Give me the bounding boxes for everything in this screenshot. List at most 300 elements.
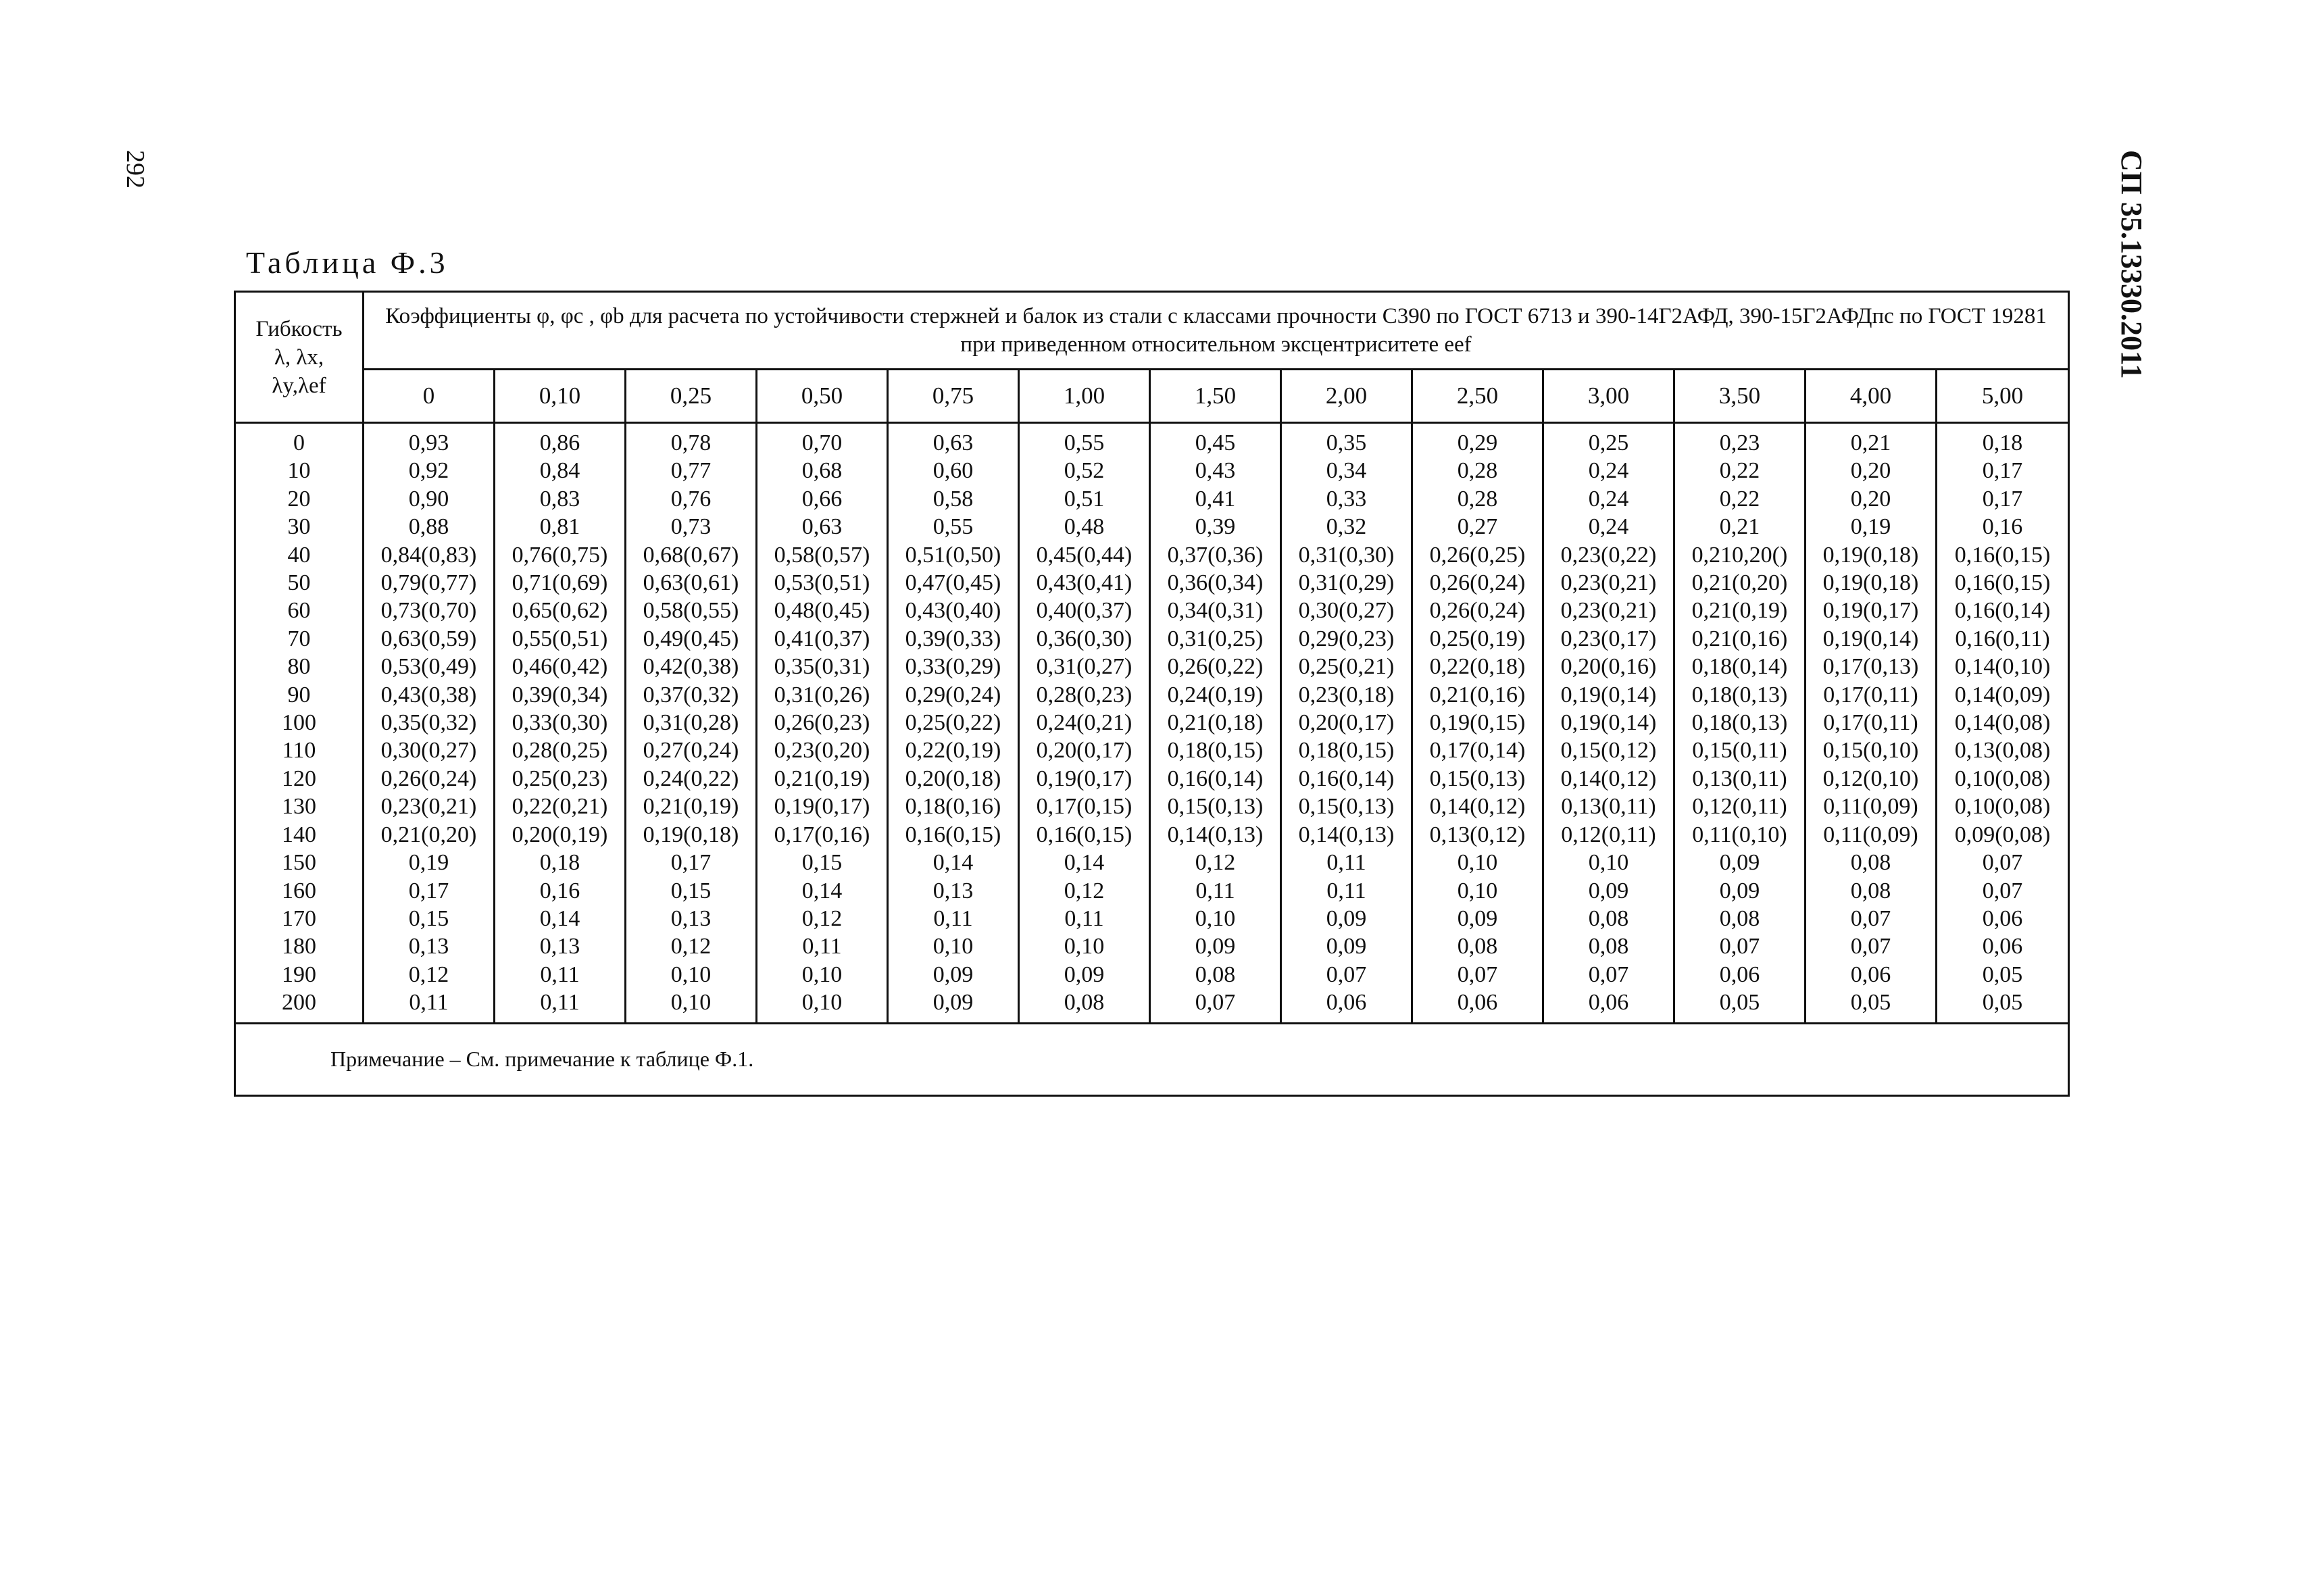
coefficient-value: 0,15 xyxy=(670,878,712,903)
coefficient-value: 0,31(0,30) xyxy=(1298,542,1395,568)
eccentricity-header: 4,00 xyxy=(1806,370,1937,423)
coefficient-value: 0,33(0,30) xyxy=(512,710,608,736)
coefficient-value: 0,60 xyxy=(932,458,974,484)
table-note xyxy=(235,1023,2069,1095)
coefficient-value: 0,18(0,13) xyxy=(1691,710,1788,736)
slenderness-value: 20 xyxy=(287,486,311,512)
coefficient-column xyxy=(495,423,626,1024)
coefficient-value: 0,68(0,67) xyxy=(643,542,739,568)
coefficient-value: 0,10 xyxy=(1457,878,1498,903)
coefficient-value: 0,15(0,11) xyxy=(1692,738,1787,764)
coefficient-column xyxy=(888,423,1019,1024)
coefficient-value: 0,36(0,34) xyxy=(1167,570,1264,596)
eccentricity-header: 0 xyxy=(364,370,495,423)
coefficient-value: 0,11(0,10) xyxy=(1692,822,1787,847)
coefficient-value: 0,43 xyxy=(1195,458,1236,484)
coefficient-value: 0,23 xyxy=(1719,430,1760,455)
coefficient-value: 0,34 xyxy=(1326,458,1367,484)
coefficient-value: 0,06 xyxy=(1719,962,1760,987)
coefficient-value: 0,36(0,30) xyxy=(1036,626,1132,651)
coefficient-value: 0,35(0,32) xyxy=(380,710,477,736)
coefficient-value: 0,08 xyxy=(1588,934,1629,959)
coefficient-value: 0,07 xyxy=(1457,962,1498,987)
coefficient-value: 0,26(0,24) xyxy=(1429,570,1526,596)
coefficient-value: 0,22 xyxy=(1719,486,1760,512)
coefficient-value: 0,23(0,20) xyxy=(774,738,870,764)
coefficient-value: 0,25(0,19) xyxy=(1429,626,1526,651)
coefficient-value: 0,13(0,11) xyxy=(1692,766,1787,791)
coefficient-value: 0,21(0,16) xyxy=(1429,682,1526,707)
coefficient-value: 0,31(0,27) xyxy=(1036,654,1132,680)
coefficient-value: 0,19(0,17) xyxy=(774,794,870,820)
coefficient-value: 0,17 xyxy=(670,850,712,876)
coefficient-value: 0,08 xyxy=(1064,990,1105,1016)
coefficient-value: 0,35 xyxy=(1326,430,1367,455)
coefficient-value: 0,10 xyxy=(932,934,974,959)
coefficient-value: 0,12 xyxy=(1064,878,1105,903)
coefficient-value: 0,28(0,25) xyxy=(512,738,608,764)
coefficient-value: 0,22(0,18) xyxy=(1429,654,1526,680)
coefficient-value: 0,13 xyxy=(932,878,974,903)
coefficient-value: 0,53(0,51) xyxy=(774,570,870,596)
coefficient-value: 0,06 xyxy=(1850,962,1891,987)
coefficient-value: 0,21(0,16) xyxy=(1691,626,1788,651)
coefficient-value: 0,26(0,23) xyxy=(774,710,870,736)
coefficient-value: 0,17(0,11) xyxy=(1823,682,1918,707)
coefficient-value: 0,05 xyxy=(1982,962,2023,987)
coefficient-value: 0,15(0,10) xyxy=(1822,738,1919,764)
coefficient-value: 0,81 xyxy=(539,514,580,540)
coefficient-value: 0,14 xyxy=(801,878,843,903)
coefficient-value: 0,09 xyxy=(1064,962,1105,987)
eccentricity-header: 0,25 xyxy=(626,370,757,423)
coefficient-value: 0,09 xyxy=(1326,905,1367,931)
coefficient-value: 0,13(0,12) xyxy=(1429,822,1526,847)
slenderness-header xyxy=(235,292,364,423)
coefficient-value: 0,07 xyxy=(1982,850,2023,876)
coefficient-column xyxy=(1150,423,1281,1024)
coefficient-value: 0,39 xyxy=(1195,514,1236,540)
coefficient-value: 0,27(0,24) xyxy=(643,738,739,764)
slenderness-value: 180 xyxy=(282,934,316,959)
coefficient-value: 0,20 xyxy=(1850,486,1891,512)
coefficient-value: 0,18(0,15) xyxy=(1298,738,1395,764)
coefficient-value: 0,84(0,83) xyxy=(380,542,477,568)
coefficient-value: 0,17(0,13) xyxy=(1822,654,1919,680)
coefficient-value: 0,66 xyxy=(801,486,843,512)
coefficient-value: 0,20(0,18) xyxy=(905,766,1001,791)
coefficient-value: 0,10 xyxy=(670,962,712,987)
coefficients-caption-text: Коэффициенты φ, φc , φb для расчета по устойчивости стержней и балок из стали с классами прочности С390 по ГОСТ 6713 и 390-14Г2АФД, 390-15Г2АФДпс по ГОСТ 19281 при приведенном относительном эксцентриситете eef xyxy=(385,304,2047,357)
coefficient-value: 0,24(0,21) xyxy=(1036,710,1132,736)
coefficient-value: 0,15(0,13) xyxy=(1429,766,1526,791)
eccentricity-header: 0,75 xyxy=(888,370,1019,423)
coefficient-value: 0,43(0,41) xyxy=(1036,570,1132,596)
coefficient-value: 0,52 xyxy=(1064,458,1105,484)
coefficient-value: 0,17 xyxy=(408,878,449,903)
coefficient-value: 0,16 xyxy=(1982,514,2023,540)
coefficient-value: 0,11 xyxy=(1326,878,1366,903)
slenderness-value: 120 xyxy=(282,766,316,791)
document-code: СП 35.13330.2011 xyxy=(2115,150,2148,379)
coefficient-value: 0,70 xyxy=(801,430,843,455)
coefficient-value: 0,24 xyxy=(1588,514,1629,540)
coefficient-value: 0,47(0,45) xyxy=(905,570,1001,596)
coefficient-value: 0,20(0,17) xyxy=(1298,710,1395,736)
slenderness-value: 150 xyxy=(282,850,316,876)
coefficient-value: 0,16(0,11) xyxy=(1955,626,2050,651)
coefficient-value: 0,79(0,77) xyxy=(380,570,477,596)
coefficient-value: 0,51 xyxy=(1064,486,1105,512)
coefficient-value: 0,12 xyxy=(801,905,843,931)
coefficient-value: 0,77 xyxy=(670,458,712,484)
coefficient-value: 0,19(0,17) xyxy=(1036,766,1132,791)
coefficient-value: 0,39(0,33) xyxy=(905,626,1001,651)
coefficient-value: 0,71(0,69) xyxy=(512,570,608,596)
coefficient-value: 0,19 xyxy=(408,850,449,876)
coefficient-value: 0,41(0,37) xyxy=(774,626,870,651)
coefficient-value: 0,16(0,15) xyxy=(1954,570,2051,596)
coefficient-value: 0,12 xyxy=(670,934,712,959)
coefficient-value: 0,13 xyxy=(539,934,580,959)
slenderness-value: 140 xyxy=(282,822,316,847)
coefficient-value: 0,16(0,14) xyxy=(1167,766,1264,791)
coefficient-value: 0,11 xyxy=(540,962,580,987)
coefficient-value: 0,24(0,19) xyxy=(1167,682,1264,707)
coefficient-value: 0,28(0,23) xyxy=(1036,682,1132,707)
coefficient-value: 0,63 xyxy=(932,430,974,455)
coefficient-value: 0,15 xyxy=(801,850,843,876)
slenderness-value: 90 xyxy=(287,682,311,707)
coefficient-value: 0,12(0,10) xyxy=(1822,766,1919,791)
coefficient-value: 0,09 xyxy=(1195,934,1236,959)
coefficient-value: 0,28 xyxy=(1457,486,1498,512)
coefficient-value: 0,63 xyxy=(801,514,843,540)
coefficient-value: 0,19(0,18) xyxy=(1822,570,1919,596)
slenderness-value: 10 xyxy=(287,458,311,484)
coefficient-value: 0,11(0,09) xyxy=(1823,794,1918,820)
coefficient-value: 0,21(0,19) xyxy=(643,794,739,820)
coefficient-value: 0,14(0,10) xyxy=(1954,654,2051,680)
coefficient-value: 0,14(0,12) xyxy=(1560,766,1657,791)
coefficient-value: 0,10 xyxy=(801,990,843,1016)
slenderness-value: 200 xyxy=(282,990,316,1016)
coefficient-value: 0,15(0,13) xyxy=(1167,794,1264,820)
coefficient-value: 0,210,20() xyxy=(1691,542,1788,568)
coefficient-value: 0,53(0,49) xyxy=(380,654,477,680)
coefficient-value: 0,49(0,45) xyxy=(643,626,739,651)
coefficient-value: 0,17(0,14) xyxy=(1429,738,1526,764)
coefficient-value: 0,58(0,57) xyxy=(774,542,870,568)
coefficient-value: 0,14(0,08) xyxy=(1954,710,2051,736)
coefficient-value: 0,07 xyxy=(1850,934,1891,959)
coefficient-value: 0,13 xyxy=(408,934,449,959)
coefficient-value: 0,37(0,32) xyxy=(643,682,739,707)
coefficient-value: 0,63(0,59) xyxy=(380,626,477,651)
coefficient-value: 0,55(0,51) xyxy=(512,626,608,651)
coefficient-value: 0,08 xyxy=(1850,850,1891,876)
coefficient-value: 0,17(0,11) xyxy=(1823,710,1918,736)
coefficient-value: 0,18(0,13) xyxy=(1691,682,1788,707)
coefficient-value: 0,30(0,27) xyxy=(380,738,477,764)
coefficient-value: 0,06 xyxy=(1457,990,1498,1016)
coefficient-value: 0,29(0,24) xyxy=(905,682,1001,707)
slenderness-value: 30 xyxy=(287,514,311,540)
coefficient-value: 0,25 xyxy=(1588,430,1629,455)
coefficient-column xyxy=(1674,423,1806,1024)
eccentricity-header: 3,50 xyxy=(1674,370,1806,423)
coefficient-column xyxy=(1281,423,1412,1024)
coefficient-value: 0,16(0,15) xyxy=(1036,822,1132,847)
coefficient-value: 0,10 xyxy=(1457,850,1498,876)
coefficient-value: 0,35(0,31) xyxy=(774,654,870,680)
slenderness-column xyxy=(235,423,364,1024)
coefficient-value: 0,58 xyxy=(932,486,974,512)
slenderness-value: 100 xyxy=(282,710,316,736)
coefficient-value: 0,09 xyxy=(932,962,974,987)
coefficient-value: 0,90 xyxy=(408,486,449,512)
coefficient-value: 0,23(0,21) xyxy=(1560,598,1657,624)
coefficient-value: 0,25(0,21) xyxy=(1298,654,1395,680)
coefficient-value: 0,18(0,16) xyxy=(905,794,1001,820)
coefficient-value: 0,05 xyxy=(1719,990,1760,1016)
coefficient-value: 0,76 xyxy=(670,486,712,512)
coefficient-value: 0,08 xyxy=(1588,905,1629,931)
coefficient-value: 0,10 xyxy=(1064,934,1105,959)
coefficient-value: 0,10 xyxy=(1195,905,1236,931)
coefficient-value: 0,83 xyxy=(539,486,580,512)
coefficient-value: 0,05 xyxy=(1850,990,1891,1016)
coefficient-value: 0,08 xyxy=(1195,962,1236,987)
slenderness-value: 40 xyxy=(287,542,311,568)
coefficient-value: 0,43(0,38) xyxy=(380,682,477,707)
coefficient-value: 0,11 xyxy=(933,905,973,931)
coefficient-value: 0,23(0,21) xyxy=(1560,570,1657,596)
coefficient-value: 0,09 xyxy=(1588,878,1629,903)
coefficient-value: 0,10(0,08) xyxy=(1954,794,2051,820)
coefficient-value: 0,25(0,23) xyxy=(512,766,608,791)
coefficient-value: 0,14 xyxy=(539,905,580,931)
eccentricity-header: 1,00 xyxy=(1019,370,1150,423)
coefficient-column xyxy=(1543,423,1674,1024)
coefficient-value: 0,14(0,13) xyxy=(1167,822,1264,847)
coefficient-value: 0,37(0,36) xyxy=(1167,542,1264,568)
coefficient-value: 0,22 xyxy=(1719,458,1760,484)
coefficient-value: 0,19(0,14) xyxy=(1822,626,1919,651)
eccentricity-header: 3,00 xyxy=(1543,370,1674,423)
coefficient-value: 0,07 xyxy=(1195,990,1236,1016)
slenderness-header-label: Гибкость λ, λx, λy,λef xyxy=(255,316,343,398)
coefficient-value: 0,19(0,18) xyxy=(643,822,739,847)
coefficient-value: 0,14 xyxy=(932,850,974,876)
coefficient-value: 0,19(0,14) xyxy=(1560,710,1657,736)
coefficient-value: 0,19(0,15) xyxy=(1429,710,1526,736)
coefficient-value: 0,05 xyxy=(1982,990,2023,1016)
slenderness-value: 0 xyxy=(293,430,305,455)
slenderness-value: 80 xyxy=(287,654,311,680)
coefficient-value: 0,43(0,40) xyxy=(905,598,1001,624)
coefficient-value: 0,33(0,29) xyxy=(905,654,1001,680)
coefficient-value: 0,11 xyxy=(1326,850,1366,876)
coefficient-column xyxy=(364,423,495,1024)
coefficient-value: 0,14 xyxy=(1064,850,1105,876)
coefficient-value: 0,27 xyxy=(1457,514,1498,540)
coefficient-value: 0,76(0,75) xyxy=(512,542,608,568)
coefficient-value: 0,11 xyxy=(802,934,842,959)
coefficient-value: 0,68 xyxy=(801,458,843,484)
coefficient-value: 0,06 xyxy=(1588,990,1629,1016)
eccentricity-header-row xyxy=(235,370,2069,423)
coefficient-value: 0,19(0,17) xyxy=(1822,598,1919,624)
coefficient-value: 0,20 xyxy=(1850,458,1891,484)
coefficient-value: 0,09(0,08) xyxy=(1954,822,2051,847)
coefficient-column xyxy=(1412,423,1543,1024)
eccentricity-header: 1,50 xyxy=(1150,370,1281,423)
coefficient-value: 0,92 xyxy=(408,458,449,484)
coefficient-value: 0,26(0,25) xyxy=(1429,542,1526,568)
coefficient-value: 0,13 xyxy=(670,905,712,931)
coefficient-value: 0,19 xyxy=(1850,514,1891,540)
coefficient-value: 0,86 xyxy=(539,430,580,455)
coefficient-value: 0,63(0,61) xyxy=(643,570,739,596)
coefficient-value: 0,11 xyxy=(540,990,580,1016)
coefficient-value: 0,33 xyxy=(1326,486,1367,512)
coefficient-value: 0,18(0,15) xyxy=(1167,738,1264,764)
coefficient-value: 0,12 xyxy=(1195,850,1236,876)
coefficient-value: 0,11(0,09) xyxy=(1823,822,1918,847)
coefficient-value: 0,73(0,70) xyxy=(380,598,477,624)
coefficient-value: 0,06 xyxy=(1982,934,2023,959)
coefficient-value: 0,10 xyxy=(670,990,712,1016)
coefficient-value: 0,14(0,13) xyxy=(1298,822,1395,847)
coefficient-value: 0,21 xyxy=(1719,514,1760,540)
coefficient-value: 0,15(0,13) xyxy=(1298,794,1395,820)
coefficient-value: 0,18(0,14) xyxy=(1691,654,1788,680)
coefficient-value: 0,17 xyxy=(1982,458,2023,484)
coefficient-value: 0,10 xyxy=(801,962,843,987)
coefficient-column xyxy=(626,423,757,1024)
coefficient-value: 0,21(0,19) xyxy=(774,766,870,791)
coefficient-value: 0,40(0,37) xyxy=(1036,598,1132,624)
coefficient-column xyxy=(1806,423,1937,1024)
coefficient-value: 0,31(0,29) xyxy=(1298,570,1395,596)
coefficient-value: 0,65(0,62) xyxy=(512,598,608,624)
coefficient-value: 0,24 xyxy=(1588,458,1629,484)
coefficient-value: 0,48 xyxy=(1064,514,1105,540)
eccentricity-header: 2,50 xyxy=(1412,370,1543,423)
coefficient-value: 0,09 xyxy=(1457,905,1498,931)
coefficient-value: 0,16(0,14) xyxy=(1954,598,2051,624)
coefficient-value: 0,26(0,22) xyxy=(1167,654,1264,680)
coefficient-value: 0,26(0,24) xyxy=(1429,598,1526,624)
coefficient-value: 0,24 xyxy=(1588,486,1629,512)
coefficient-value: 0,21(0,19) xyxy=(1691,598,1788,624)
coefficient-value: 0,16 xyxy=(539,878,580,903)
coefficient-value: 0,16(0,14) xyxy=(1298,766,1395,791)
coefficient-value: 0,31(0,25) xyxy=(1167,626,1264,651)
slenderness-value: 50 xyxy=(287,570,311,596)
coefficient-value: 0,08 xyxy=(1850,878,1891,903)
eccentricity-header: 0,10 xyxy=(495,370,626,423)
coefficient-value: 0,28 xyxy=(1457,458,1498,484)
coefficient-value: 0,48(0,45) xyxy=(774,598,870,624)
coefficient-value: 0,46(0,42) xyxy=(512,654,608,680)
coefficient-value: 0,34(0,31) xyxy=(1167,598,1264,624)
coefficient-table-wrapper xyxy=(234,291,2070,1097)
coefficient-value: 0,24(0,22) xyxy=(643,766,739,791)
coefficient-value: 0,25(0,22) xyxy=(905,710,1001,736)
coefficient-value: 0,17 xyxy=(1982,486,2023,512)
slenderness-value: 60 xyxy=(287,598,311,624)
coefficient-value: 0,93 xyxy=(408,430,449,455)
coefficient-value: 0,19(0,18) xyxy=(1822,542,1919,568)
coefficient-value: 0,58(0,55) xyxy=(643,598,739,624)
coefficient-value: 0,07 xyxy=(1850,905,1891,931)
coefficient-column xyxy=(757,423,888,1024)
coefficient-value: 0,13(0,11) xyxy=(1561,794,1656,820)
coefficient-value: 0,11 xyxy=(1195,878,1235,903)
coefficient-column xyxy=(1019,423,1150,1024)
coefficient-value: 0,09 xyxy=(1719,850,1760,876)
coefficient-value: 0,26(0,24) xyxy=(380,766,477,791)
coefficient-value: 0,21(0,18) xyxy=(1167,710,1264,736)
coefficient-value: 0,14(0,09) xyxy=(1954,682,2051,707)
coefficient-value: 0,32 xyxy=(1326,514,1367,540)
coefficient-value: 0,06 xyxy=(1326,990,1367,1016)
coefficient-value: 0,20(0,19) xyxy=(512,822,608,847)
coefficient-value: 0,18 xyxy=(539,850,580,876)
coefficient-value: 0,10(0,08) xyxy=(1954,766,2051,791)
coefficient-value: 0,41 xyxy=(1195,486,1236,512)
coefficient-value: 0,29(0,23) xyxy=(1298,626,1395,651)
coefficient-value: 0,17(0,16) xyxy=(774,822,870,847)
coefficient-value: 0,09 xyxy=(1326,934,1367,959)
slenderness-value: 190 xyxy=(282,962,316,987)
coefficient-value: 0,17(0,15) xyxy=(1036,794,1132,820)
slenderness-value: 70 xyxy=(287,626,311,651)
coefficient-value: 0,07 xyxy=(1326,962,1367,987)
coefficient-value: 0,15 xyxy=(408,905,449,931)
coefficient-value: 0,07 xyxy=(1982,878,2023,903)
eccentricity-header: 2,00 xyxy=(1281,370,1412,423)
table-title: Таблица Ф.3 xyxy=(246,245,449,280)
page-number: 292 xyxy=(121,150,149,189)
coefficient-value: 0,23(0,17) xyxy=(1560,626,1657,651)
table-body-row xyxy=(235,423,2069,1024)
eccentricity-header: 0,50 xyxy=(757,370,888,423)
coefficient-value: 0,13(0,08) xyxy=(1954,738,2051,764)
coefficient-value: 0,22(0,21) xyxy=(512,794,608,820)
coefficient-value: 0,45 xyxy=(1195,430,1236,455)
coefficient-value: 0,12 xyxy=(408,962,449,987)
slenderness-value: 130 xyxy=(282,794,316,820)
coefficient-value: 0,30(0,27) xyxy=(1298,598,1395,624)
coefficient-value: 0,12(0,11) xyxy=(1692,794,1787,820)
coefficient-value: 0,07 xyxy=(1719,934,1760,959)
coefficient-value: 0,88 xyxy=(408,514,449,540)
coefficient-value: 0,14(0,12) xyxy=(1429,794,1526,820)
coefficient-value: 0,20(0,16) xyxy=(1560,654,1657,680)
coefficient-value: 0,39(0,34) xyxy=(512,682,608,707)
coefficient-value: 0,16(0,15) xyxy=(905,822,1001,847)
coefficient-value: 0,11 xyxy=(1064,905,1104,931)
coefficient-value: 0,23(0,22) xyxy=(1560,542,1657,568)
coefficient-value: 0,55 xyxy=(1064,430,1105,455)
coefficient-value: 0,23(0,21) xyxy=(380,794,477,820)
coefficient-value: 0,45(0,44) xyxy=(1036,542,1132,568)
coefficient-value: 0,51(0,50) xyxy=(905,542,1001,568)
coefficient-value: 0,55 xyxy=(932,514,974,540)
